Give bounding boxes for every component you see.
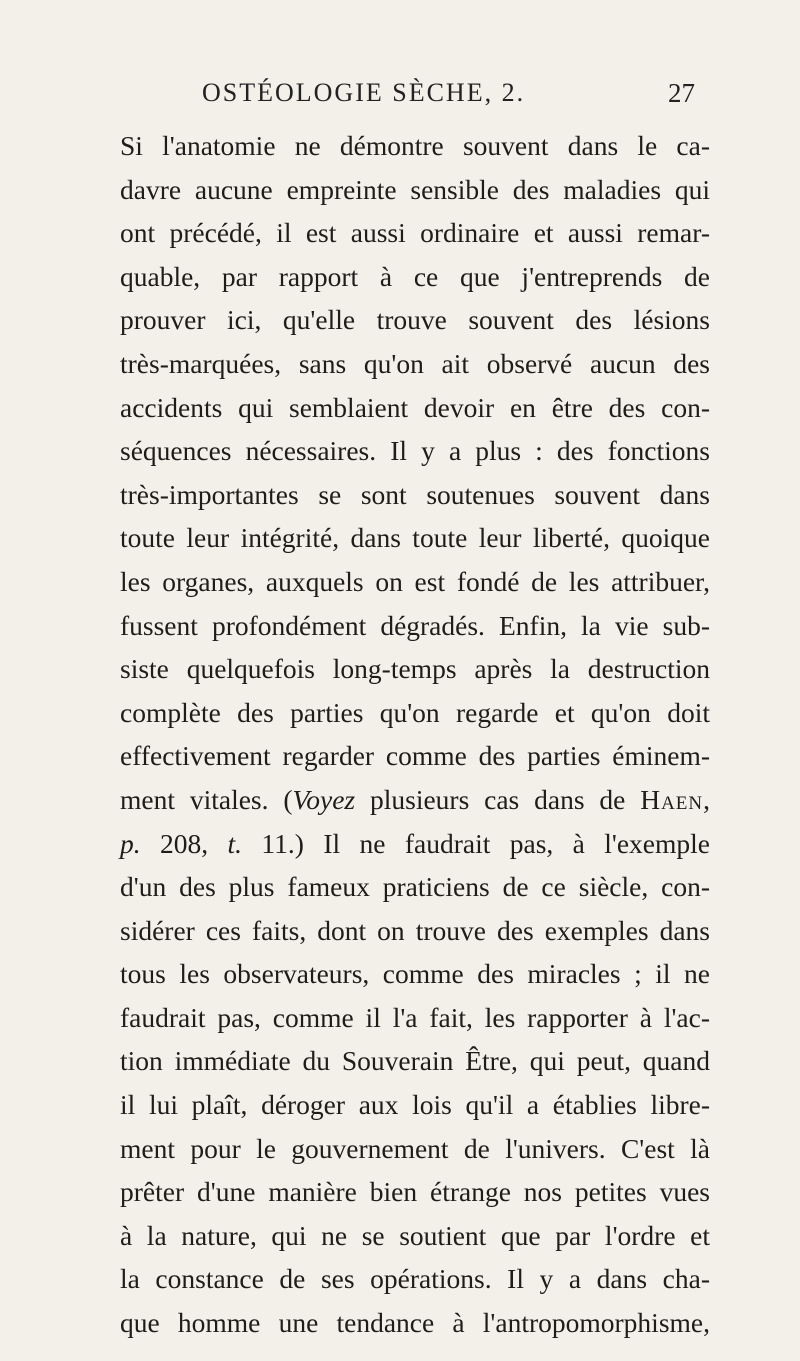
text-line-16-pre: ment vitales. ( xyxy=(120,783,293,815)
text-line-15: effectivement regarder comme des parties éminem- xyxy=(120,740,710,772)
text-line-9: très-importantes se sont soutenues souvent dans xyxy=(120,478,710,510)
header-title: OSTÉOLOGIE SÈCHE, 2. xyxy=(202,78,526,107)
text-line-23: il lui plaît, déroger aux lois qu'il a établies libre- xyxy=(120,1089,710,1121)
text-line-2: davre aucune empreinte sensible des maladies qui xyxy=(120,173,710,205)
text-line-13: siste quelquefois long-temps après la destruction xyxy=(120,653,710,685)
text-line-19: sidérer ces faits, dont on trouve des exemples dans xyxy=(120,914,710,946)
body-text xyxy=(120,124,710,1345)
text-line-25: prêter d'une manière bien étrange nos petites vues xyxy=(120,1176,710,1208)
text-line-11: les organes, auxquels on est fondé de les attribuer, xyxy=(120,565,710,597)
text-line-16 xyxy=(120,778,710,822)
text-line-24: ment pour le gouvernement de l'univers. C'est là xyxy=(120,1132,710,1164)
author-haen: Haen xyxy=(640,783,704,815)
text-line-3: ont précédé, il est aussi ordinaire et aussi remar- xyxy=(120,217,710,249)
text-line-28: que homme une tendance à l'antropomorphisme, xyxy=(120,1307,710,1339)
text-line-8: séquences nécessaires. Il y a plus : des fonctions xyxy=(120,435,710,467)
text-line-22: tion immédiate du Souverain Être, qui peut, quand xyxy=(120,1045,710,1077)
tome-abbrev-italic: t. xyxy=(227,827,243,859)
voyez-italic: Voyez xyxy=(292,783,356,815)
text-line-7: accidents qui semblaient devoir en être des con- xyxy=(120,391,710,423)
page-abbrev-italic: p. xyxy=(120,827,141,859)
text-line-1: Si l'anatomie ne démontre souvent dans le ca- xyxy=(120,130,710,161)
text-line-21: faudrait pas, comme il l'a fait, les rapporter à l'ac- xyxy=(120,1001,710,1033)
text-line-17-mid: 208, xyxy=(140,827,228,859)
text-line-26: à la nature, qui ne se soutient que par l'ordre et xyxy=(120,1219,710,1251)
page-number: 27 xyxy=(668,78,695,108)
text-line-6: très-marquées, sans qu'on ait observé aucun des xyxy=(120,347,710,379)
text-line-5: prouver ici, qu'elle trouve souvent des lésions xyxy=(120,304,710,336)
text-line-16-post: , xyxy=(703,783,710,815)
text-line-14: complète des parties qu'on regarde et qu'on doit xyxy=(120,696,710,728)
text-line-12: fussent profondément dégradés. Enfin, la vie sub- xyxy=(120,609,710,641)
text-line-17 xyxy=(120,822,710,866)
running-head xyxy=(0,78,800,118)
text-line-16-mid: plusieurs cas dans de xyxy=(355,783,641,815)
text-line-10: toute leur intégrité, dans toute leur liberté, quoique xyxy=(120,522,710,554)
text-line-18: d'un des plus fameux praticiens de ce siècle, con- xyxy=(120,871,710,903)
text-line-20: tous les observateurs, comme des miracles ; il ne xyxy=(120,958,710,990)
text-line-17-post: 11.) Il ne faudrait pas, à l'exemple xyxy=(242,827,711,859)
text-line-27: la constance de ses opérations. Il y a dans cha- xyxy=(120,1263,710,1295)
text-line-4: quable, par rapport à ce que j'entreprends de xyxy=(120,260,710,292)
